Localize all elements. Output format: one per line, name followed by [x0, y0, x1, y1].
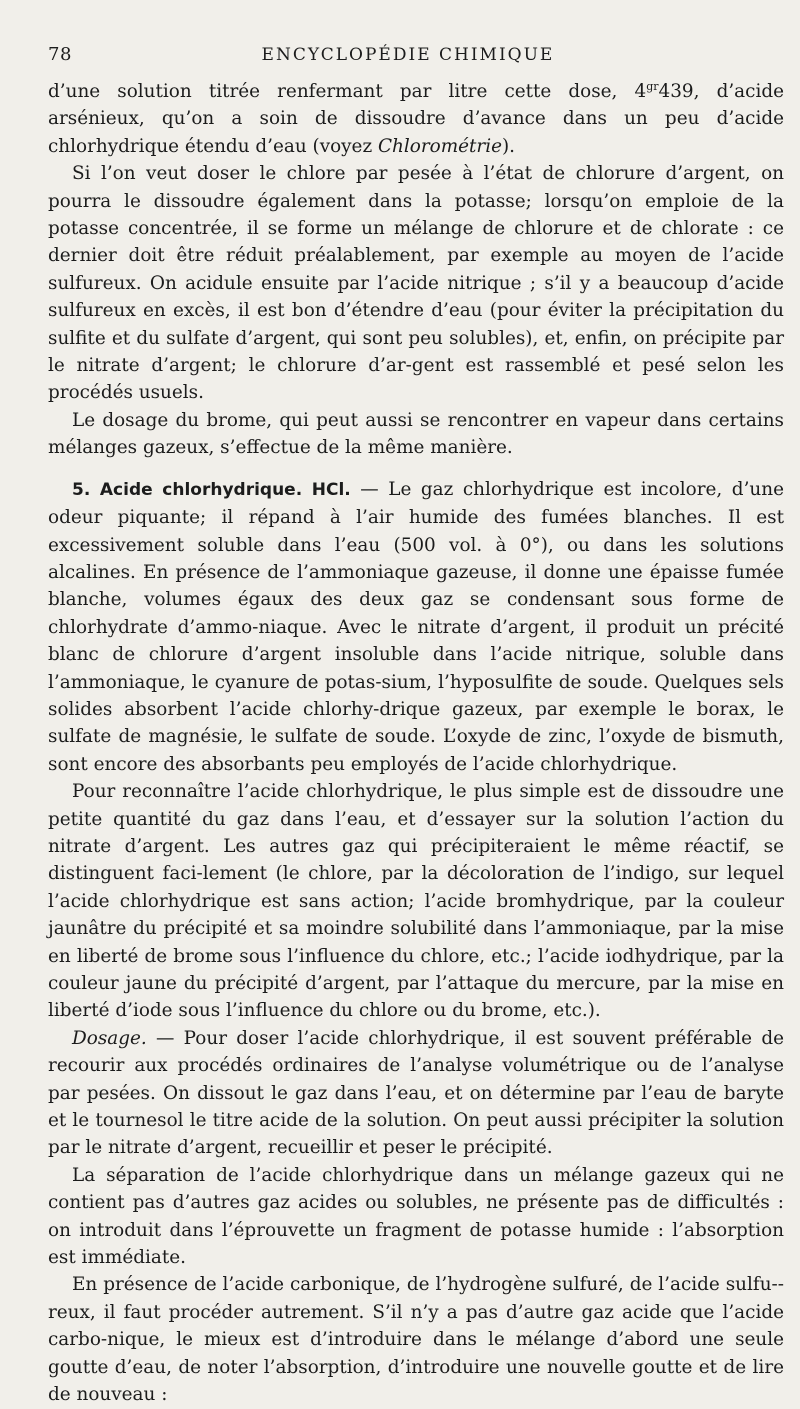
paragraph-arsenious-solution — [48, 78, 784, 160]
section-title: 5. Acide chlorhydrique. HCl. — [72, 479, 351, 500]
page-header — [48, 44, 784, 78]
paragraph-identification: Pour reconnaître l’acide chlorhydrique, le plus simple est de dissoudre une petite quantité du gaz dans l’eau, et d’essayer sur la solution l’action du nitrate d’argent. Les autres gaz qui précipiteraient le même réactif, se distinguent faci-lement (le chlore, par la décoloration de l’indigo, sur lequel l’acide chlorhydrique est sans action; l’acide bromhydrique, par la couleur jaunâtre du précipité et sa moindre solubilité dans l’ammoniaque, par la mise en liberté de brome sous l’influence du chlore, etc.; l’acide iodhydrique, par la couleur jaune du précipité d’argent, par l’attaque du mercure, par la mise en liberté d’iode sous l’influence du chlore ou du brome, etc.). — [48, 781, 784, 1022]
paragraph-bromine-dosage: Le dosage du brome, qui peut aussi se rencontrer en vapeur dans certains mélanges gazeux, s’effectue de la même manière. — [48, 409, 784, 459]
dosage-label: Dosage. — [72, 1027, 147, 1049]
body-text — [48, 78, 784, 1409]
paragraph-text: — Pour doser l’acide chlorhydrique, il est souvent préférable de recourir aux procédés ordinaires de l’analyse volumétrique ou de l’analyse par pesées. On dissout le gaz dans l’eau, et on détermine par l’eau de baryte et le tournesol le titre acide de la solution. On peut aussi précipiter la solution par le nitrate d’argent, recueillir et peser le précipité. — [48, 1027, 784, 1159]
paragraph-dosage — [48, 1025, 784, 1162]
paragraph-chlorine-weighing: Si l’on veut doser le chlore par pesée à l’état de chlorure d’argent, on pourra le dissoudre également dans la potasse; lorsqu’on emploie de la potasse concentrée, il se forme un mélange de chlorure et de chlorate : ce dernier doit être réduit préalablement, par exemple au moyen de l’acide sulfureux. On acidule ensuite par l’acide nitrique ; s’il y a beaucoup d’acide sulfureux en excès, il est bon d’étendre d’eau (pour éviter la précipitation du sulfite et du sulfate d’argent, qui sont peu solubles), et, enfin, on précipite par le nitrate d’argent; le chlorure d’ar-gent est rassemblé et pesé selon les procédés usuels. — [48, 163, 784, 404]
section-spacer — [48, 462, 784, 476]
cross-reference: Chlorométrie — [377, 135, 502, 157]
page — [48, 44, 784, 1409]
paragraph-text: 439, d’acide arsénieux, qu’on a soin de dissoudre d’avance dans un peu d’acide chlorhydrique étendu d’eau (voyez — [48, 81, 784, 157]
paragraph-carbonic-acid: En présence de l’acide carbonique, de l’hydrogène sulfuré, de l’acide sulfu-reux, il faut procéder autrement. S’il n’y a pas d’autre gaz acide que l’acide carbo-nique, le mieux est d’introduire dans le mélange d’abord une seule goutte d’eau, de noter l’absorption, d’introduire une nouvelle goutte et de lire de nouveau : — [48, 1274, 784, 1406]
paragraph-text: — Le gaz chlorhydrique est incolore, d’une odeur piquante; il répand à l’air humide des fumées blanches. Il est excessivement soluble dans l’eau (500 vol. à 0°), ou dans les solutions alcalines. En présence de l’ammoniaque gazeuse, il donne une épaisse fumée blanche, volumes égaux des deux gaz se condensant sous forme de chlorhydrate d’ammo-niaque. Avec le nitrate d’argent, il produit un précité blanc de chlorure d’argent insoluble dans l’acide nitrique, soluble dans l’ammoniaque, le cyanure de potas-sium, l’hyposulfite de soude. Quelques sels solides absorbent l’acide chlorhy-drique gazeux, par exemple le borax, le sulfate de magnésie, le sulfate de soude. L’oxyde de zinc, l’oxyde de bismuth, sont encore des absorbants peu employés de l’acide chlorhydrique. — [48, 478, 784, 775]
paragraph-text: d’une solution titrée renfermant par litre cette dose, 4 — [48, 81, 647, 102]
unit-superscript: gr — [646, 79, 659, 93]
page-number: 78 — [48, 44, 72, 65]
paragraph-text: ). — [502, 135, 516, 157]
section-hydrochloric-acid — [48, 476, 784, 778]
running-title: ENCYCLOPÉDIE CHIMIQUE — [261, 45, 555, 65]
paragraph-separation: La séparation de l’acide chlorhydrique dans un mélange gazeux qui ne contient pas d’autres gaz acides ou solubles, ne présente pas de difficultés : on introduit dans l’éprouvette un fragment de potasse humide : l’absorption est immédiate. — [48, 1164, 784, 1269]
